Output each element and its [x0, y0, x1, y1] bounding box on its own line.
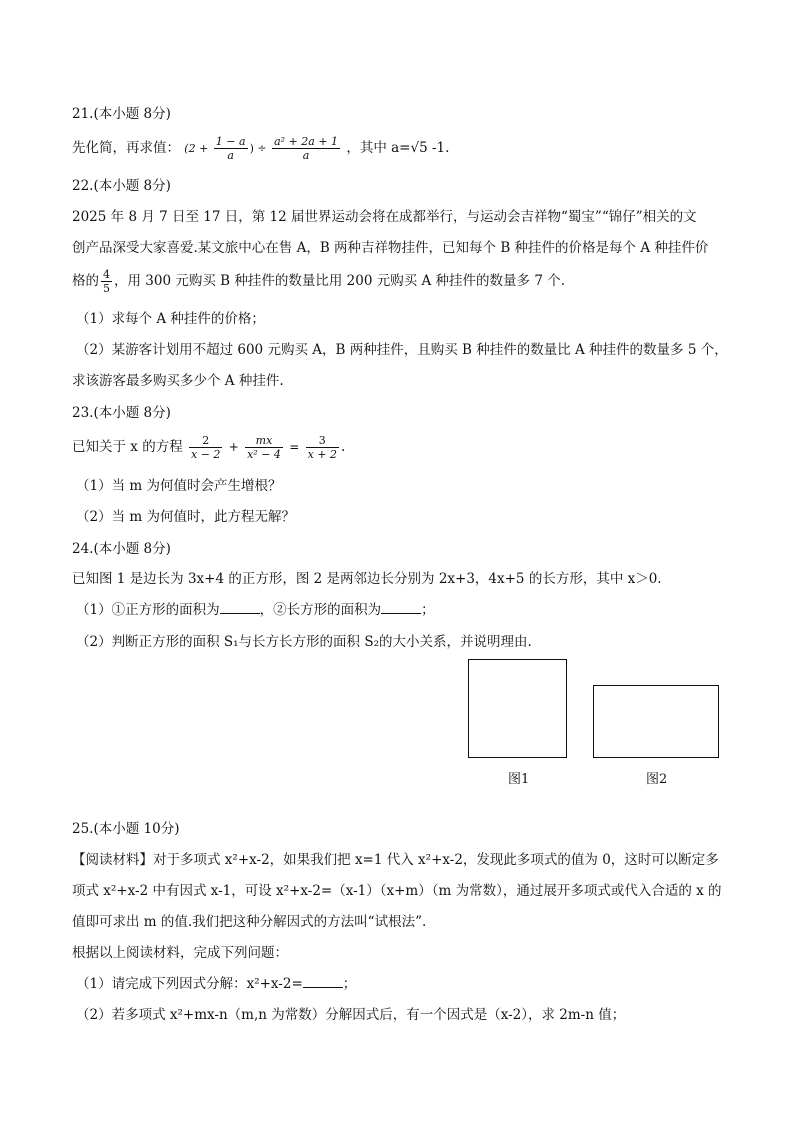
q25-paragraph-line4: 根据以上阅读材料，完成下列问题：: [72, 945, 288, 961]
q25-header: 25.(本小题 10分): [72, 821, 180, 837]
q21-frac2-num: a² + 2a + 1: [274, 135, 339, 148]
q22-p3-pre: 格的: [72, 273, 99, 289]
figure1-caption: 图1: [508, 772, 530, 787]
q22-paragraph-line3: [72, 268, 565, 295]
q23-f3-den: x + 2: [307, 448, 337, 461]
q25-paragraph-line2: 项式 x²+x-2 中有因式 x-1，可设 x²+x-2=（x-1）（x+m）（m 为常数），通过展开多项式或代入合适的 x 的: [72, 883, 722, 899]
q24-sub1-a: （1）①正方形的面积为: [76, 602, 220, 618]
q22-paragraph-line2: 创产品深受大家喜爱.某文旅中心在售 A，B 两种吉祥物挂件，已知每个 B 种挂件的价格是每个 A 种挂件价: [72, 240, 709, 256]
q21-frac1-den: a: [227, 149, 234, 162]
q24-sub2: （2）判断正方形的面积 S₁与长方长方形的面积 S₂的大小关系，并说明理由.: [76, 634, 532, 650]
q24-paragraph: 已知图 1 是边长为 3x+4 的正方形，图 2 是两邻边长分别为 2x+3，4x+5 的长方形，其中 x＞0.: [72, 571, 662, 587]
q24-sub1-b: ，②长方形的面积为: [259, 602, 382, 618]
q23-f3-num: 3: [306, 434, 339, 448]
q22-frac-den: 5: [103, 282, 110, 295]
q23-plus: +: [228, 440, 239, 454]
q21-header: 21.(本小题 8分): [72, 106, 171, 122]
q23-f2-num: mx: [245, 434, 283, 448]
q25-paragraph-line3: 值即可求出 m 的值.我们把这种分解因式的方法叫“试根法”.: [72, 914, 427, 930]
q21-statement: [72, 135, 449, 162]
q22-sub1: （1）求每个 A 种挂件的价格；: [76, 311, 265, 327]
figure1-square: [468, 659, 567, 758]
q23-equals: =: [289, 440, 300, 454]
q22-p3-post: ，用 300 元购买 B 种挂件的数量比用 200 元购买 A 种挂件的数量多 7 个.: [114, 273, 565, 289]
q21-fraction-1: [214, 135, 248, 162]
q23-f2-den: x² − 4: [247, 448, 281, 461]
q23-sub2: （2）当 m 为何值时，此方程无解？: [76, 509, 295, 525]
q25-sub2: （2）若多项式 x²+mx-n（m,n 为常数）分解因式后，有一个因式是（x-2），求 2m-n 值；: [76, 1007, 626, 1023]
q24-sub1: [76, 600, 435, 620]
q25-sub1-b: ；: [342, 976, 357, 992]
q25-answer-blank[interactable]: [303, 974, 343, 988]
figure2-caption: 图2: [646, 772, 668, 787]
q23-sub1: （1）当 m 为何值时会产生增根？: [76, 478, 282, 494]
q23-fraction-3: [306, 434, 339, 461]
q24-answer-blank-2[interactable]: [381, 600, 421, 614]
q25-sub1-a: （1）请完成下列因式分解：x²+x-2=: [76, 976, 303, 992]
q23-header: 23.(本小题 8分): [72, 405, 171, 421]
q25-paragraph-line1: 【阅读材料】对于多项式 x²+x-2，如果我们把 x=1 代入 x²+x-2，发现此多项式的值为 0，这时可以断定多: [72, 852, 719, 868]
q22-header: 22.(本小题 8分): [72, 178, 171, 194]
q23-fraction-2: [245, 434, 283, 461]
q21-expr-div: ) ÷: [249, 142, 271, 155]
q21-frac2-den: a: [302, 149, 310, 162]
figure2-rectangle: [593, 685, 719, 758]
q24-sub1-c: ；: [421, 602, 435, 618]
q21-lead: 先化简，再求值：: [72, 140, 180, 156]
q21-frac1-num: 1 − a: [215, 135, 246, 148]
q22-sub2-line2: 求该游客最多购买多少个 A 种挂件.: [72, 373, 284, 389]
q23-fraction-1: [189, 434, 222, 461]
q22-paragraph-line1: 2025 年 8 月 7 日至 17 日，第 12 届世界运动会将在成都举行，与运动会吉祥物“蜀宝”“锦仔”相关的文: [72, 209, 697, 225]
q22-sub2-line1: （2）某游客计划用不超过 600 元购买 A，B 两种挂件，且购买 B 种挂件的数量比 A 种挂件的数量多 5 个，: [76, 342, 728, 358]
q21-tail: ，其中 a=√5 -1.: [346, 140, 450, 156]
q21-fraction-2: [272, 135, 340, 162]
q21-expr-open: (2 +: [184, 142, 212, 155]
q24-answer-blank-1[interactable]: [220, 600, 260, 614]
q22-frac-num: 4: [103, 268, 110, 281]
q23-lead: 已知关于 x 的方程: [72, 439, 183, 455]
q23-statement: [72, 434, 345, 461]
q24-header: 24.(本小题 8分): [72, 541, 171, 557]
q23-f1-num: 2: [189, 434, 222, 448]
q25-sub1: [76, 974, 356, 994]
q23-f1-den: x − 2: [191, 448, 221, 461]
q23-end: .: [340, 439, 346, 455]
q22-fraction: [101, 268, 112, 295]
